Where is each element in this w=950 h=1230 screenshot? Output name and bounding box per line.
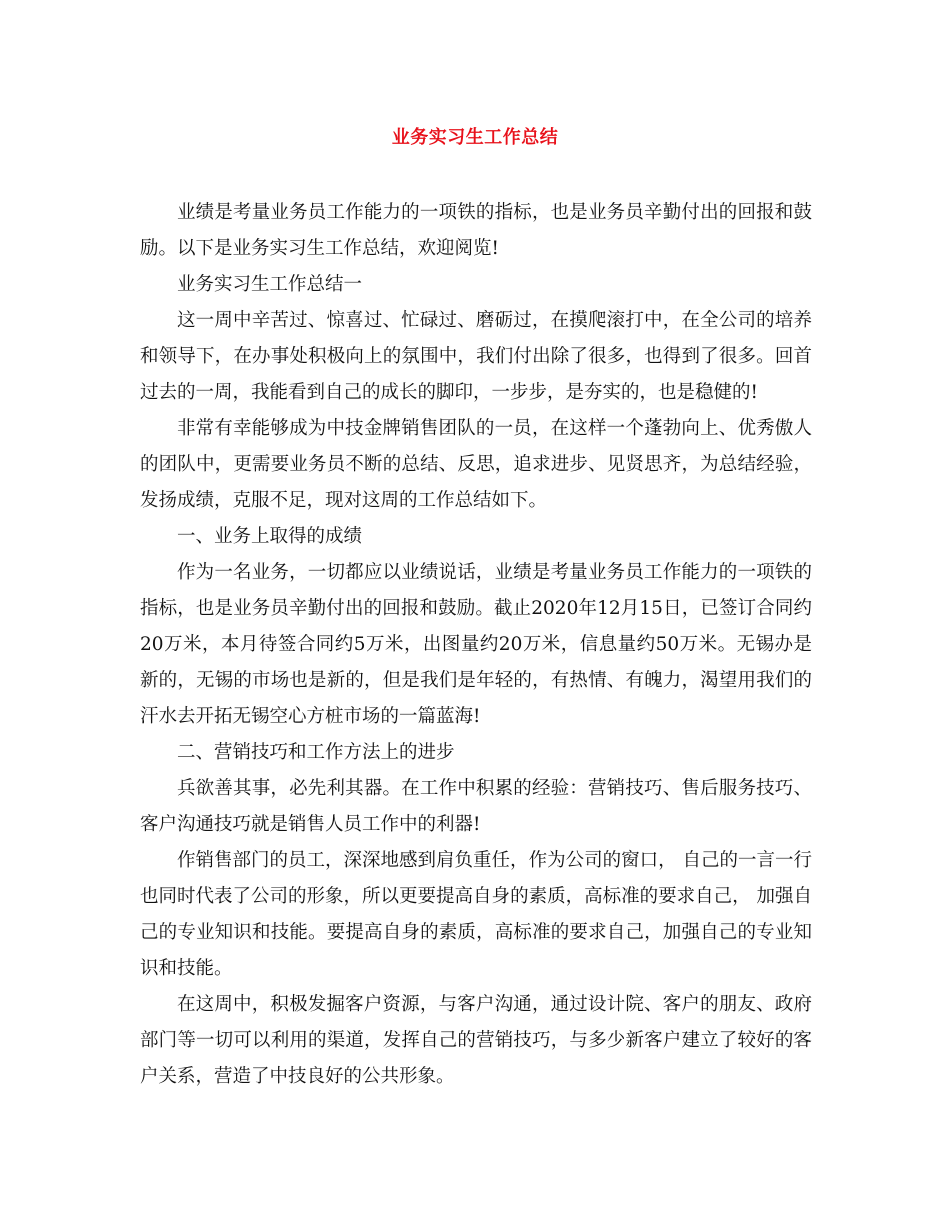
- body-paragraph: 这一周中辛苦过、惊喜过、忙碌过、磨砺过，在摸爬滚打中，在全公司的培养和领导下，在办事处积极向上的氛围中，我们付出除了很多，也得到了很多。回首过去的一周，我能看到自己的成长的脚印，一步步，是夯实的，也是稳健的!: [140, 310, 812, 403]
- section-heading-achievements: 一、业务上取得的成绩: [177, 526, 363, 547]
- section-title-one: 业务实习生工作总结一: [177, 274, 363, 295]
- body-paragraph: 非常有幸能够成为中技金牌销售团队的一员，在这样一个蓬勃向上、优秀傲人的团队中，更需要业务员不断的总结、反思，追求进步、见贤思齐，为总结经验，发扬成绩，克服不足，现对这周的工作总结如下。: [140, 418, 812, 511]
- intro-paragraph: 业绩是考量业务员工作能力的一项铁的指标，也是业务员辛勤付出的回报和鼓励。以下是业务实习生工作总结，欢迎阅览!: [140, 202, 812, 259]
- section-heading-progress: 二、营销技巧和工作方法上的进步: [177, 742, 455, 763]
- document-title: 业务实习生工作总结: [391, 127, 559, 148]
- body-paragraph: 兵欲善其事，必先利其器。在工作中积累的经验：营销技巧、售后服务技巧、客户沟通技巧就是销售人员工作中的利器!: [140, 778, 812, 835]
- body-paragraph: 作为一名业务，一切都应以业绩说话，业绩是考量业务员工作能力的一项铁的指标，也是业务员辛勤付出的回报和鼓励。截止2020年12月15日，已签订合同约20万米，本月待签合同约5万米，出图量约20万米，信息量约50万米。无锡办是新的，无锡的市场也是新的，但是我们是年轻的，有热情、有魄力，渴望用我们的汗水去开拓无锡空心方桩市场的一篇蓝海!: [140, 562, 812, 727]
- body-paragraph: 作销售部门的员工，深深地感到肩负重任，作为公司的窗口， 自己的一言一行也同时代表了公司的形象，所以更要提高自身的素质，高标准的要求自己， 加强自己的专业知识和技能。要提高自身的素质，高标准的要求自己，加强自己的专业知识和技能。: [140, 850, 812, 979]
- body-paragraph: 在这周中，积极发掘客户资源，与客户沟通，通过设计院、客户的朋友、政府部门等一切可以利用的渠道，发挥自己的营销技巧，与多少新客户建立了较好的客户关系，营造了中技良好的公共形象。: [140, 994, 812, 1087]
- document-body: [140, 195, 812, 1095]
